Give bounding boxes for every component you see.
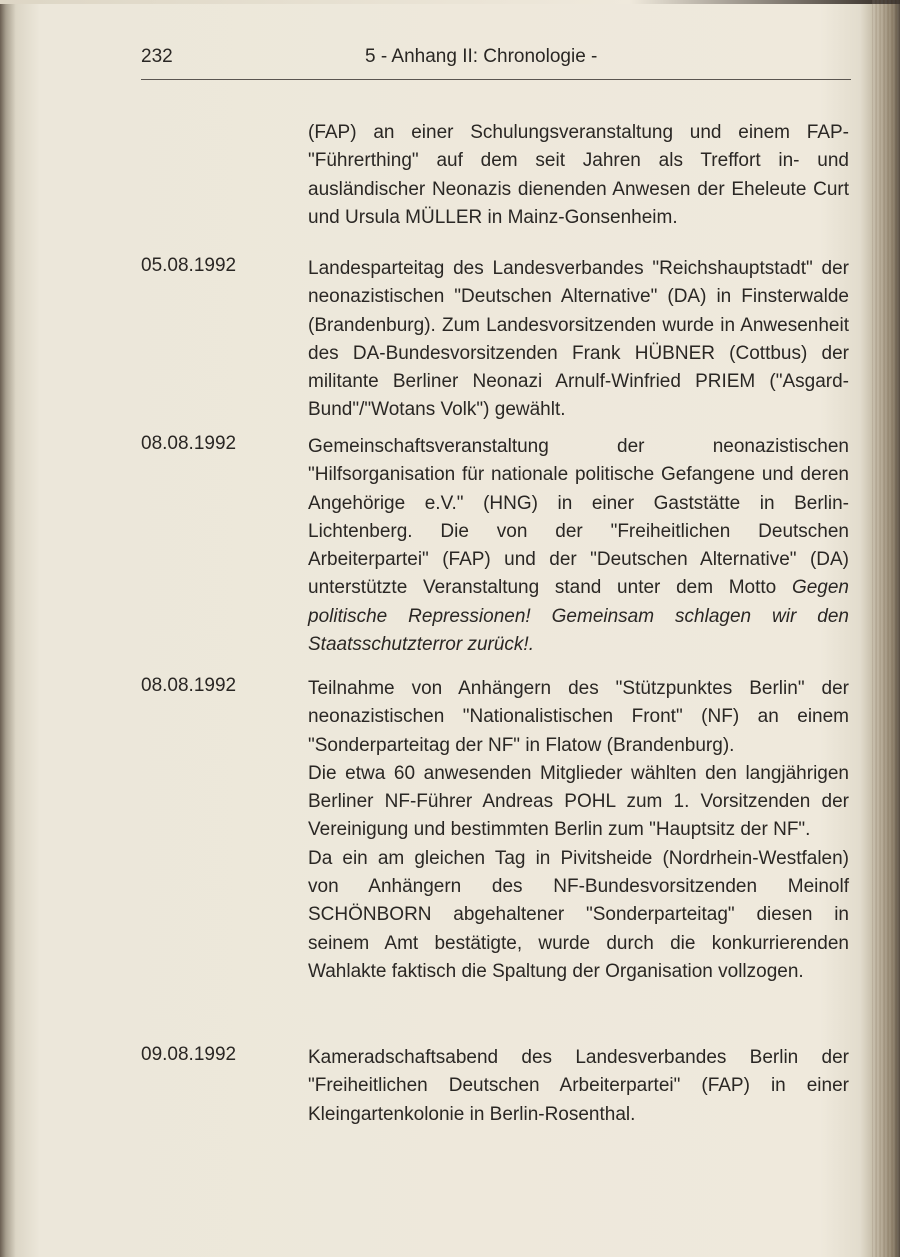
page-number: 232 [141, 46, 173, 67]
entry-motto: Gegen politische Repressionen! Gemeinsam schlagen wir den Staatsschutzterror zurück!. [308, 577, 849, 656]
entry-paragraph: Die etwa 60 anwesenden Mitglieder wählten den langjährigen Berliner NF-Führer Andreas POHL zum 1. Vorsitzenden der Vereinigung und bestimmten Berlin zum "Hauptsitz der NF". [308, 762, 849, 841]
entry-paragraph: Da ein am gleichen Tag in Pivitsheide (Nordrhein-Westfalen) von Anhängern des NF-Bundesvorsitzenden Meinolf SCHÖNBORN abgehaltener "Sonderparteitag" diesen in seinem Amt bestätigte, wurde durch die konkurrierenden Wahlakte faktisch die Spaltung der Organisation vollzogen. [308, 847, 849, 982]
entry-text [308, 675, 849, 986]
entry-date: 08.08.1992 [141, 433, 237, 454]
header-rule [141, 79, 851, 80]
entry-text: Kameradschaftsabend des Landesverbandes Berlin der "Freiheitlichen Deutschen Arbeiterpartei" (FAP) in einer Kleingartenkolonie in Berlin-Rosenthal. [308, 1047, 849, 1125]
entry-paragraph: Teilnahme von Anhängern des "Stützpunktes Berlin" der neonazistischen "Nationalistischen Front" (NF) an einem "Sonderparteitag der NF" in Flatow (Brandenburg). [308, 678, 849, 756]
entry-date: 05.08.1992 [141, 255, 237, 276]
page-stack-edge [872, 0, 900, 1257]
entry-date: 08.08.1992 [141, 675, 237, 696]
entry-text [308, 433, 849, 659]
entry-body: Gemeinschaftsveranstaltung der neonazistischen "Hilfsorganisation für nationale politische Gefangene und deren Angehörige e.V." (HNG) in einer Gaststätte in Berlin-Lichtenberg. Die von der "Freiheitlichen Deutschen Arbeiterpartei" (FAP) und der "Deutschen Alternative" (DA) unterstützte Veranstaltung stand unter dem Motto [308, 436, 849, 599]
page-top-edge [0, 0, 900, 4]
entry-date: 09.08.1992 [141, 1044, 237, 1065]
entry-text: Landesparteitag des Landesverbandes "Reichshauptstadt" der neonazistischen "Deutschen Alternative" (DA) in Finsterwalde (Brandenburg). Zum Landesvorsitzenden wurde in Anwesenheit des DA-Bundesvorsitzenden Frank HÜBNER (Cottbus) der militante Berliner Neonazi Arnulf-Winfried PRIEM ("Asgard-Bund"/"Wotans Volk") gewählt. [308, 258, 849, 421]
entry-text: (FAP) an einer Schulungsveranstaltung und einem FAP-"Führerthing" auf dem seit Jahren als Treffort in- und ausländischer Neonazis dienenden Anwesen der Eheleute Curt und Ursula MÜLLER in Mainz-Gonsenheim. [308, 122, 849, 228]
running-title: 5 - Anhang II: Chronologie - [365, 46, 598, 67]
